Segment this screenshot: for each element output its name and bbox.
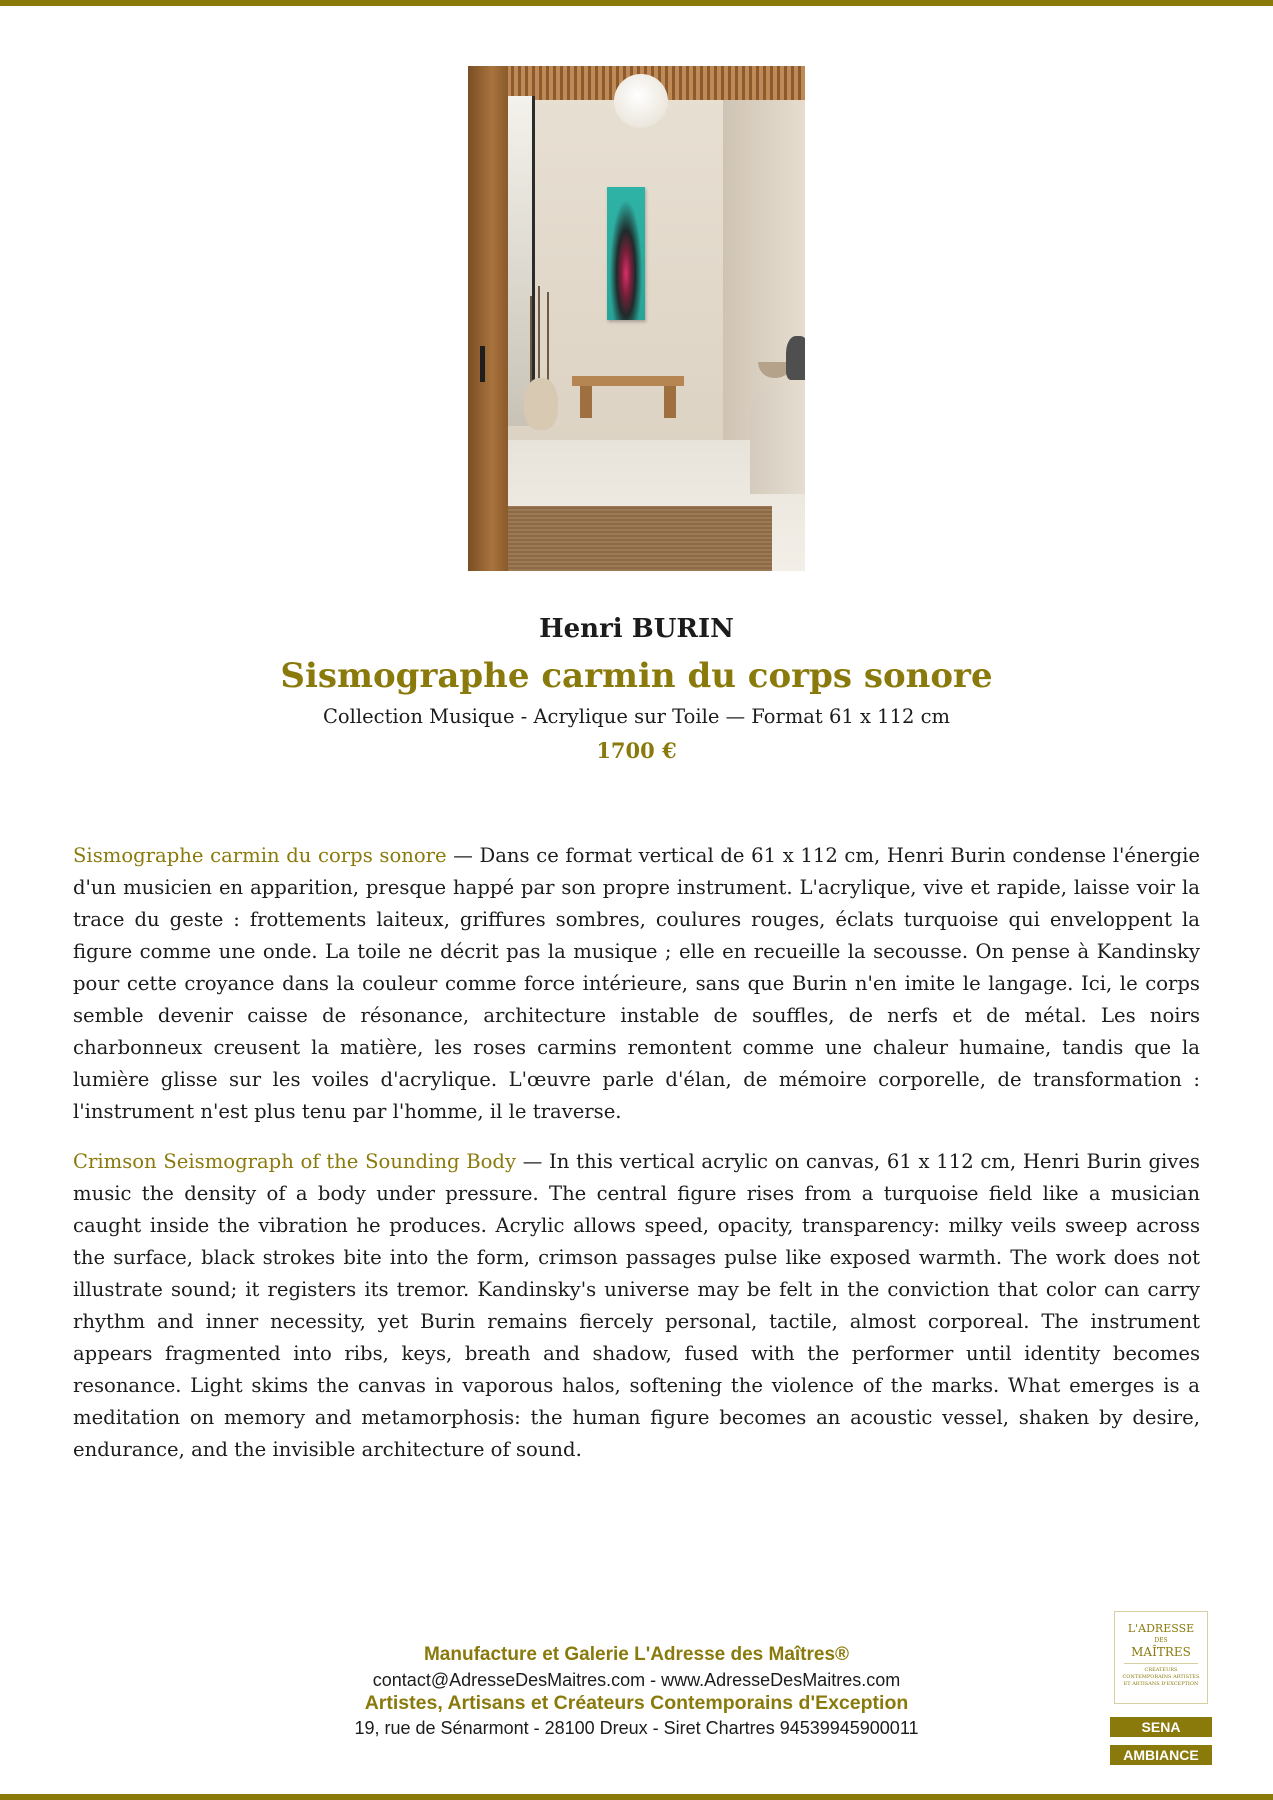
photo-window — [508, 96, 535, 426]
photo-jar — [786, 336, 805, 380]
artwork-details: Collection Musique - Acrylique sur Toile — Format 61 x 112 cm — [322, 705, 951, 728]
logo-divider — [1124, 1663, 1198, 1664]
photo-bench-leg — [580, 386, 592, 418]
bottom-accent-bar — [0, 1794, 1273, 1800]
sena-badge: SENA — [1110, 1717, 1212, 1737]
footer-tagline: Artistes, Artisans et Créateurs Contemporains d'Exception — [364, 1692, 909, 1714]
description-english — [73, 1146, 1200, 1466]
ambiance-badge: AMBIANCE — [1110, 1745, 1212, 1765]
artwork-price: 1700 € — [596, 738, 677, 763]
description-english-text: — In this vertical acrylic on canvas, 61 x 112 cm, Henri Burin gives music the density of a body under pressure. The central figure rises from a turquoise field like a musician caught inside the vibration he produces. Acrylic allows speed, opacity, transparency: milky veils sweep across the surface, black strokes bite into the form, crimson passages pulse like exposed warmth. The work does not illustrate sound; it registers its tremor. Kandinsky's universe may be felt in the conviction that color can carry rhythm and inner necessity, yet Burin remains fiercely personal, tactile, almost corporeal. The instrument appears fragmented into ribs, keys, breath and shadow, fused with the performer until identity becomes resonance. Light skims the canvas in vaporous halos, softening the violence of the marks. What emerges is a meditation on memory and metamorphosis: the human figure becomes an acoustic vessel, shaken by desire, endurance, and the invisible architecture of sound. — [73, 1150, 1200, 1461]
top-accent-bar — [0, 0, 1273, 6]
photo-painting — [607, 187, 645, 320]
artist-name: Henri BURIN — [539, 614, 734, 644]
photo-door — [468, 66, 508, 571]
photo-dried-stems — [538, 286, 540, 381]
description-english-lead: Crimson Seismograph of the Sounding Body — [73, 1150, 517, 1173]
photo-paper-lamp — [614, 74, 668, 128]
gallery-logo — [1114, 1611, 1208, 1704]
photo-console — [750, 384, 805, 494]
footer-address: 19, rue de Sénarmont - 28100 Dreux - Siret Chartres 94539945900011 — [354, 1718, 919, 1738]
photo-door-handle — [480, 346, 485, 382]
photo-rug — [502, 506, 772, 571]
photo-bench — [572, 376, 684, 386]
artwork-room-photo — [468, 66, 805, 571]
description-french-lead: Sismographe carmin du corps sonore — [73, 844, 447, 867]
photo-vase — [524, 378, 558, 430]
logo-line: L'ADRESSE — [1127, 1622, 1195, 1635]
logo-line: MAÎTRES — [1131, 1645, 1191, 1659]
logo-tagline: CRÉATEURS CONTEMPORAINS ARTISTES ET ARTISANS D'EXCEPTION — [1122, 1667, 1200, 1687]
logo-line: DES — [1154, 1637, 1168, 1644]
photo-bench-leg — [664, 386, 676, 418]
footer-gallery-name: Manufacture et Galerie L'Adresse des Maîtres® — [423, 1644, 850, 1665]
artwork-title: Sismographe carmin du corps sonore — [280, 656, 993, 696]
footer-contact: contact@AdresseDesMaitres.com - www.AdresseDesMaitres.com — [372, 1670, 901, 1690]
description-french-text: — Dans ce format vertical de 61 x 112 cm, Henri Burin condense l'énergie d'un musicien en apparition, presque happé par son propre instrument. L'acrylique, vive et rapide, laisse voir la trace du geste : frottements laiteux, griffures sombres, coulures rouges, éclats turquoise qui enveloppent la figure comme une onde. La toile ne décrit pas la musique ; elle en recueille la secousse. On pense à Kandinsky pour cette croyance dans la couleur comme force intérieure, sans que Burin n'en imite le langage. Ici, le corps semble devenir caisse de résonance, architecture instable de souffles, de nerfs et de métal. Les noirs charbonneux creusent la matière, les roses carmins remontent comme une chaleur humaine, tandis que la lumière glisse sur les voiles d'acrylique. L'œuvre parle d'élan, de mémoire corporelle, de transformation : l'instrument n'est plus tenu par l'homme, il le traverse. — [73, 844, 1200, 1123]
description-french — [73, 840, 1200, 1128]
